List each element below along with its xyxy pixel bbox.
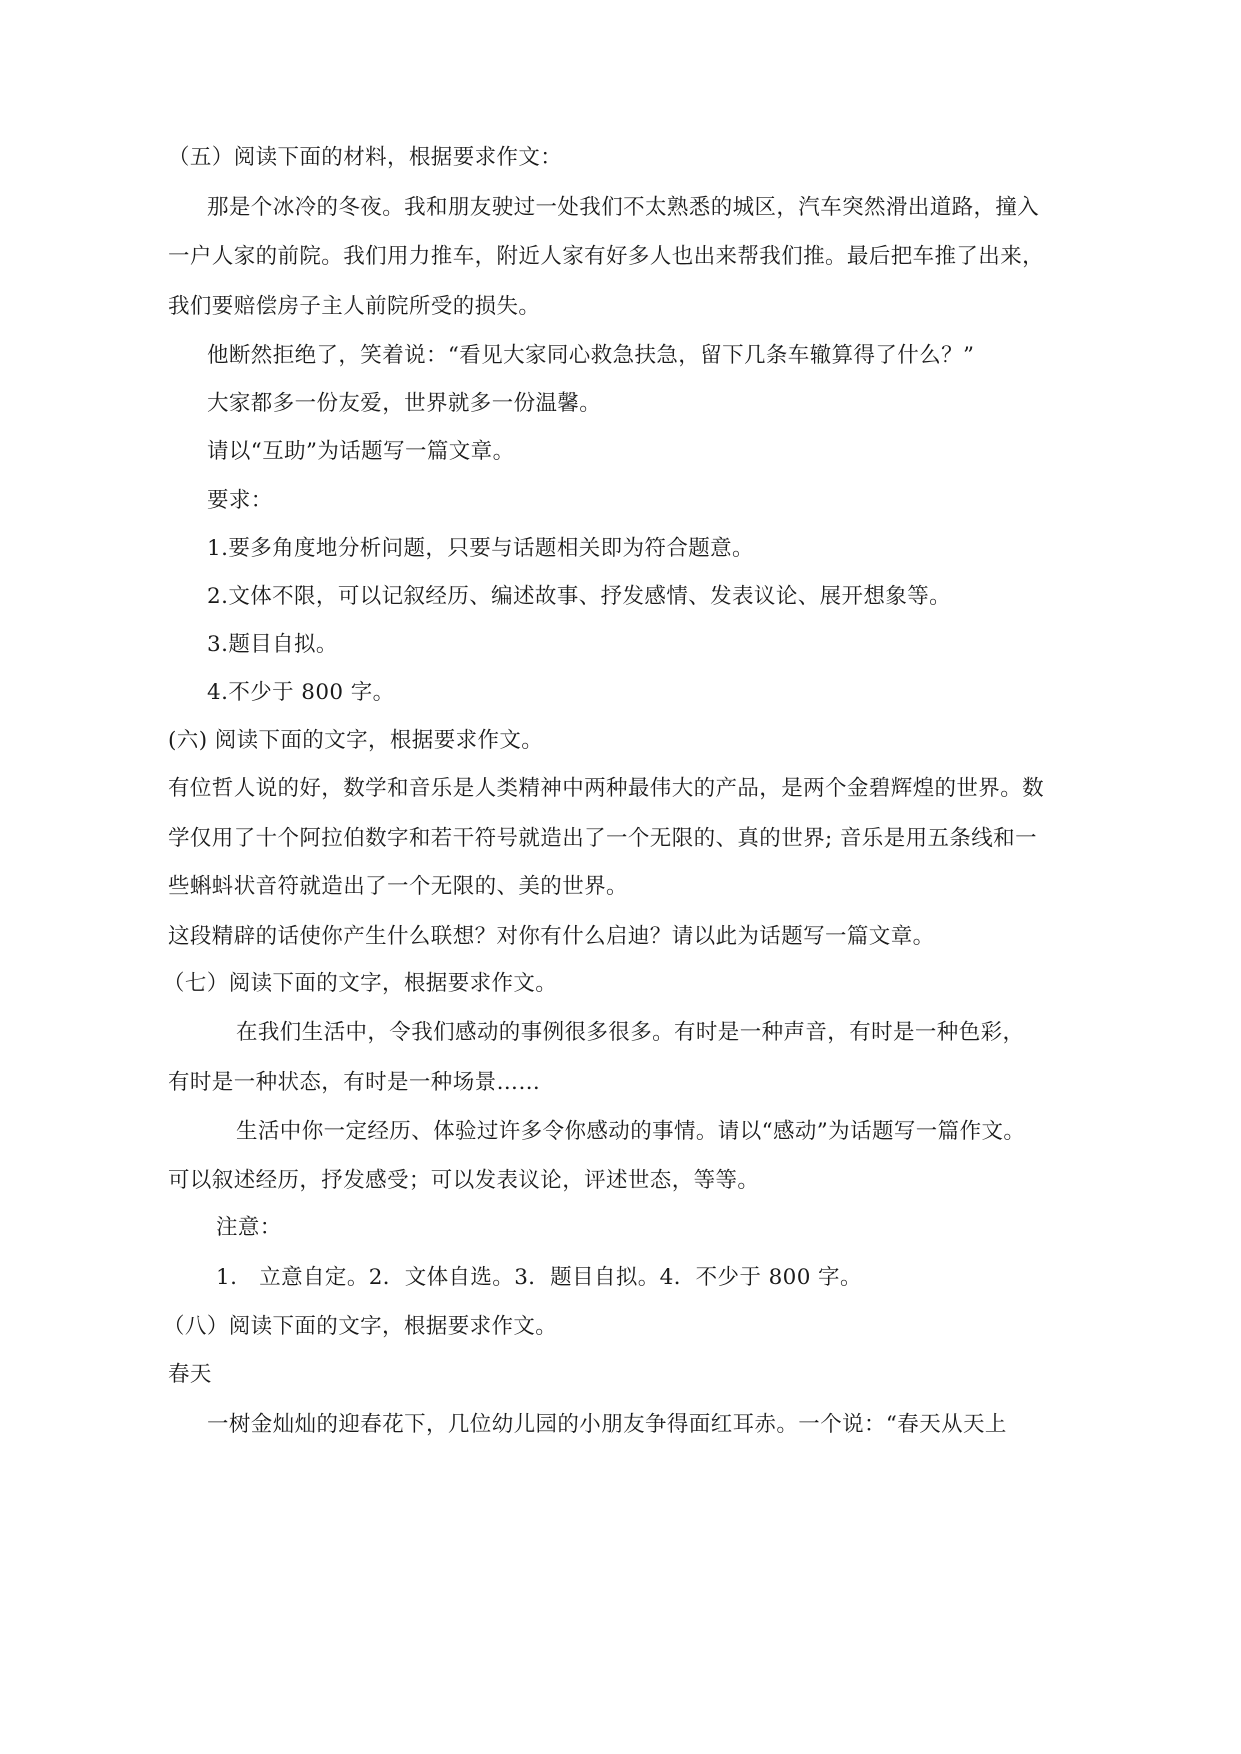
section5-para1-line2: 一户人家的前院。我们用力推车，附近人家有好多人也出来帮我们推。最后把车推了出来， [168, 244, 1045, 269]
section7-para2-line2: 可以叙述经历，抒发感受；可以发表议论，评述世态，等等。 [168, 1168, 760, 1193]
section7-para1-line1: 在我们生活中，令我们感动的事例很多很多。有时是一种声音，有时是一种色彩， [236, 1020, 1025, 1045]
section5-req4: 4.不少于 800 字。 [207, 680, 395, 705]
section5-req2: 2.文体不限，可以记叙经历、编述故事、抒发感情、发表议论、展开想象等。 [207, 584, 952, 609]
section5-req3: 3.题目自拟。 [207, 632, 338, 657]
section5-requirements-label: 要求： [207, 488, 273, 513]
section5-req1: 1.要多角度地分析问题，只要与话题相关即为符合题意。 [207, 536, 754, 561]
section7-note-label: 注意： [216, 1215, 282, 1240]
section6-para1-line3: 些蝌蚪状音符就造出了一个无限的、美的世界。 [168, 874, 628, 899]
section5-para3: 大家都多一份友爱，世界就多一份温馨。 [207, 391, 602, 416]
section6-para1-line2: 学仅用了十个阿拉伯数字和若干符号就造出了一个无限的、真的世界; 音乐是用五条线和一 [168, 826, 1037, 851]
section7-para1-line2: 有时是一种状态，有时是一种场景…… [168, 1070, 541, 1095]
section6-heading: (六) 阅读下面的文字，根据要求作文。 [168, 728, 544, 753]
section8-heading: （八）阅读下面的文字，根据要求作文。 [163, 1314, 558, 1339]
section8-para1-line1: 一树金灿灿的迎春花下，几位幼儿园的小朋友争得面红耳赤。一个说：“春天从天上 [207, 1412, 1007, 1437]
section5-para1-line3: 我们要赔偿房子主人前院所受的损失。 [168, 294, 541, 319]
section8-title: 春天 [168, 1362, 212, 1387]
section5-para4: 请以“互助”为话题写一篇文章。 [207, 439, 515, 464]
section7-para2-line1: 生活中你一定经历、体验过许多令你感动的事情。请以“感动”为话题写一篇作文。 [236, 1119, 1026, 1144]
section5-heading: （五）阅读下面的材料，根据要求作文： [168, 145, 563, 170]
section5-para2: 他断然拒绝了，笑着说：“看见大家同心救急扶急，留下几条车辙算得了什么？” [207, 343, 975, 368]
section5-para1-line1: 那是个冰冷的冬夜。我和朋友驶过一处我们不太熟悉的城区，汽车突然滑出道路，撞入 [207, 195, 1040, 220]
section7-heading: （七）阅读下面的文字，根据要求作文。 [163, 971, 558, 996]
section6-para1-line1: 有位哲人说的好，数学和音乐是人类精神中两种最伟大的产品，是两个金碧辉煌的世界。数 [168, 776, 1045, 801]
section7-note-items: 1. 立意自定。2．文体自选。3．题目自拟。4．不少于 800 字。 [216, 1265, 862, 1290]
section6-para2: 这段精辟的话使你产生什么联想？对你有什么启迪？请以此为话题写一篇文章。 [168, 924, 935, 949]
